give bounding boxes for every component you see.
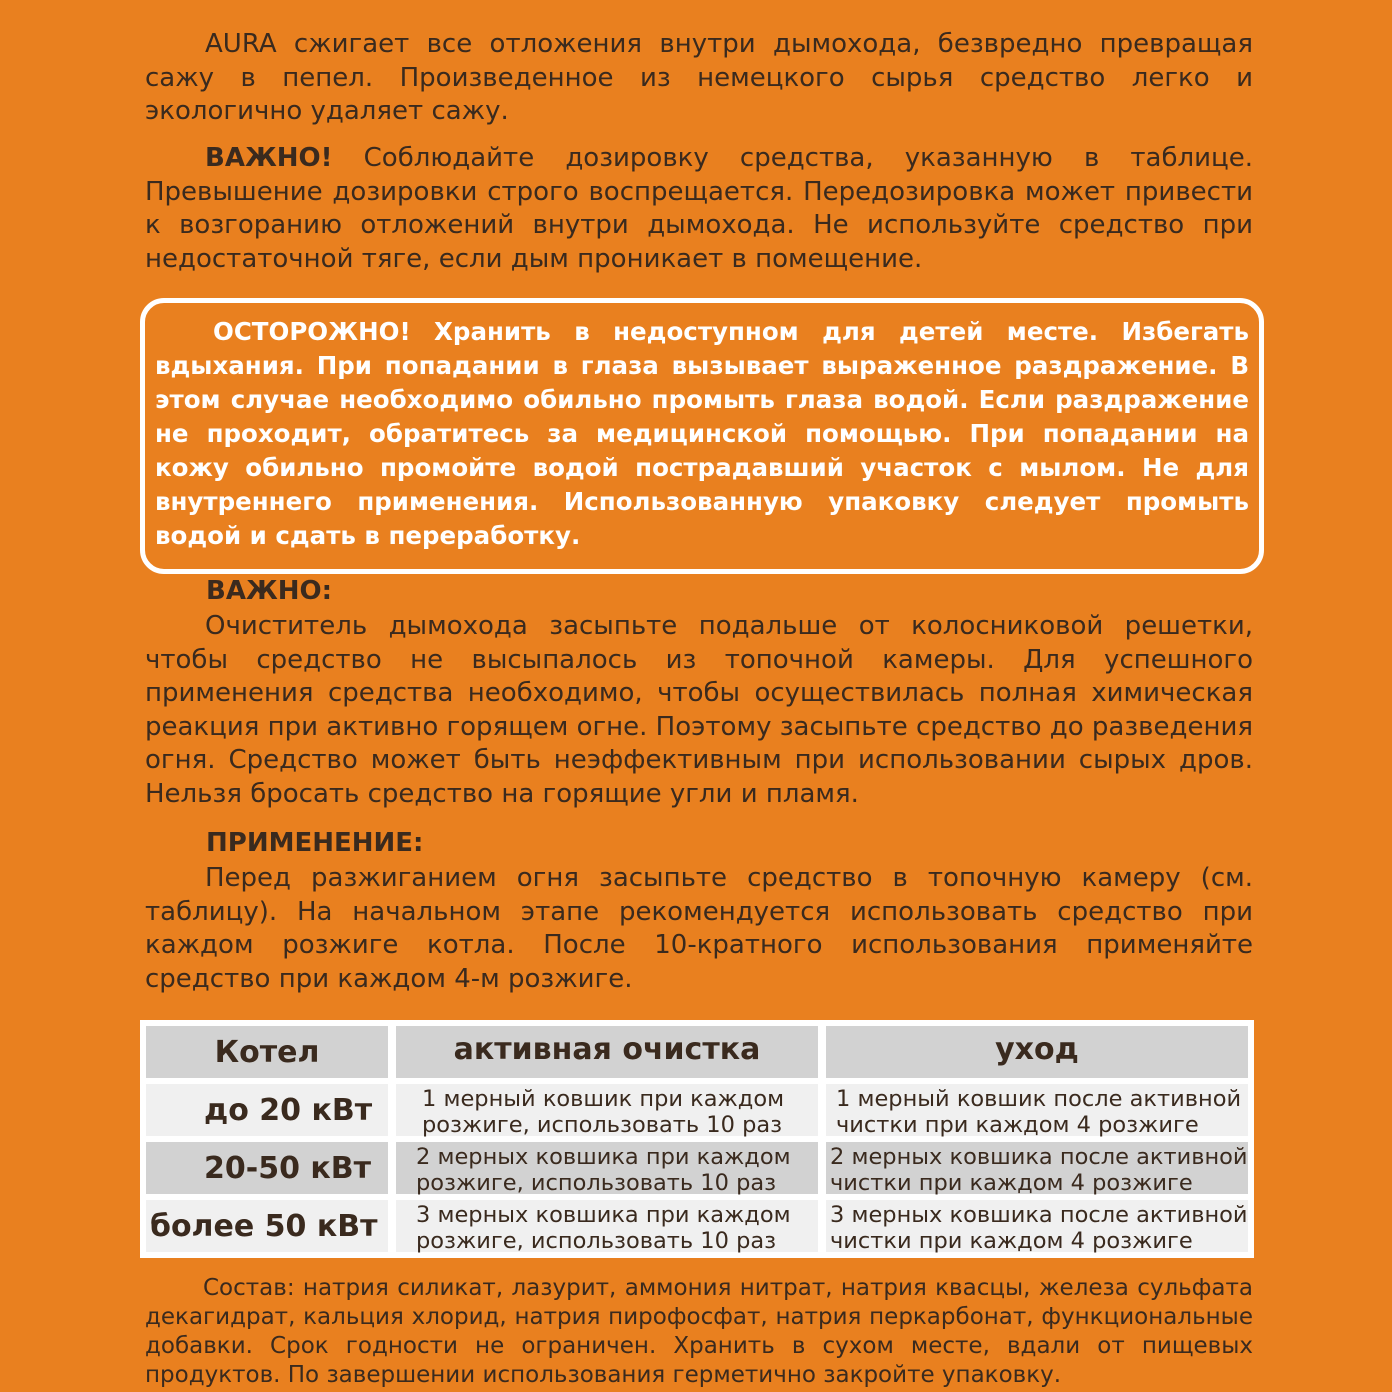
- table-row-active: [396, 1142, 818, 1194]
- table-row-active: [396, 1084, 818, 1136]
- care-line-1: 2 мерных ковшика после активной: [830, 1144, 1248, 1170]
- important-heading: ВАЖНО:: [206, 576, 333, 606]
- composition-text: Состав: натрия силикат, лазурит, аммония нитрат, натрия квасцы, железа сульфата декагидрат, кальция хлорид, натрия пирофосфат, натрия перкарбонат, функциональные добавки. Срок годности не ограничен. Хранить в сухом месте, вдали от пищевых продуктов. По завершении использования герметично закройте упаковку.: [145, 1275, 1253, 1388]
- active-line-1: 3 мерных ковшика при каждом: [416, 1202, 791, 1228]
- active-line-1: 1 мерный ковшик при каждом: [422, 1086, 785, 1112]
- important-text: Очиститель дымохода засыпьте подальше от колосниковой решетки, чтобы средство не высыпалось из топочной камеры. Для успешного применения средства необходимо, чтобы осуществилась полная химическая реакция при активно горящем огне. Поэтому засыпьте средство до разведения огня. Средство может быть неэффективным при использовании сырых дров. Нельзя бросать средство на горящие угли и пламя.: [145, 611, 1253, 809]
- usage-text: Перед разжиганием огня засыпьте средство в топочную камеру (см. таблицу). На начальном этапе рекомендуется использовать средство при каждом розжиге котла. После 10-кратного использования применяйте средство при каждом 4-м розжиге.: [145, 863, 1253, 994]
- active-line-1: 2 мерных ковшика при каждом: [416, 1144, 791, 1170]
- dosage-warning-text: Соблюдайте дозировку средства, указанную в таблице. Превышение дозировки строго воспрещается. Передозировка может привести к возгоранию отложений внутри дымохода. Не используйте средство при недостаточной тяге, если дым проникает в помещение.: [145, 143, 1254, 274]
- table-row-care: [826, 1200, 1248, 1252]
- caution-text: ОСТОРОЖНО! Хранить в недоступном для детей месте. Избегать вдыхания. При попадании в глаза вызывает выраженное раздражение. В этом случае необходимо обильно промыть глаза водой. Если раздражение не проходит, обратитесь за медицинской помощью. При попадании на кожу обильно промойте водой пострадавший участок с мылом. Не для внутреннего применения. Использованную упаковку следует промыть водой и сдать в переработку.: [155, 317, 1249, 550]
- important-paragraph: [145, 610, 1253, 811]
- active-line-2: розжиге, использовать 10 раз: [416, 1228, 777, 1254]
- intro-paragraph: [145, 28, 1253, 129]
- intro-text: AURA сжигает все отложения внутри дымохода, безвредно превращая сажу в пепел. Произведенное из немецкого сырья средство легко и экологично удаляет сажу.: [145, 29, 1253, 126]
- usage-paragraph: [145, 862, 1253, 996]
- care-line-1: 3 мерных ковшика после активной: [830, 1202, 1248, 1228]
- active-line-2: розжиге, использовать 10 раз: [422, 1112, 783, 1138]
- table-row-boiler: 20-50 кВт: [146, 1142, 388, 1194]
- important-label: ВАЖНО!: [205, 143, 333, 173]
- care-line-1: 1 мерный ковшик после активной: [836, 1086, 1242, 1112]
- composition-footer: [145, 1274, 1253, 1390]
- caution-box: [140, 298, 1264, 574]
- dosage-warning-paragraph: [145, 142, 1253, 276]
- table-row-active: [396, 1200, 818, 1252]
- care-line-2: чистки при каждом 4 розжиге: [836, 1112, 1199, 1138]
- active-line-2: розжиге, использовать 10 раз: [416, 1170, 777, 1196]
- table-row-care: [826, 1084, 1248, 1136]
- care-line-2: чистки при каждом 4 розжиге: [830, 1170, 1193, 1196]
- table-row-boiler: более 50 кВт: [146, 1200, 388, 1252]
- usage-heading: ПРИМЕНЕНИЕ:: [206, 828, 424, 858]
- table-header-care: уход: [826, 1026, 1248, 1078]
- table-header-boiler: Котел: [146, 1026, 388, 1078]
- dosage-table: [140, 1020, 1254, 1258]
- table-header-active: активная очистка: [396, 1026, 818, 1078]
- table-row-boiler: до 20 кВт: [146, 1084, 388, 1136]
- care-line-2: чистки при каждом 4 розжиге: [830, 1228, 1193, 1254]
- table-row-care: [826, 1142, 1248, 1194]
